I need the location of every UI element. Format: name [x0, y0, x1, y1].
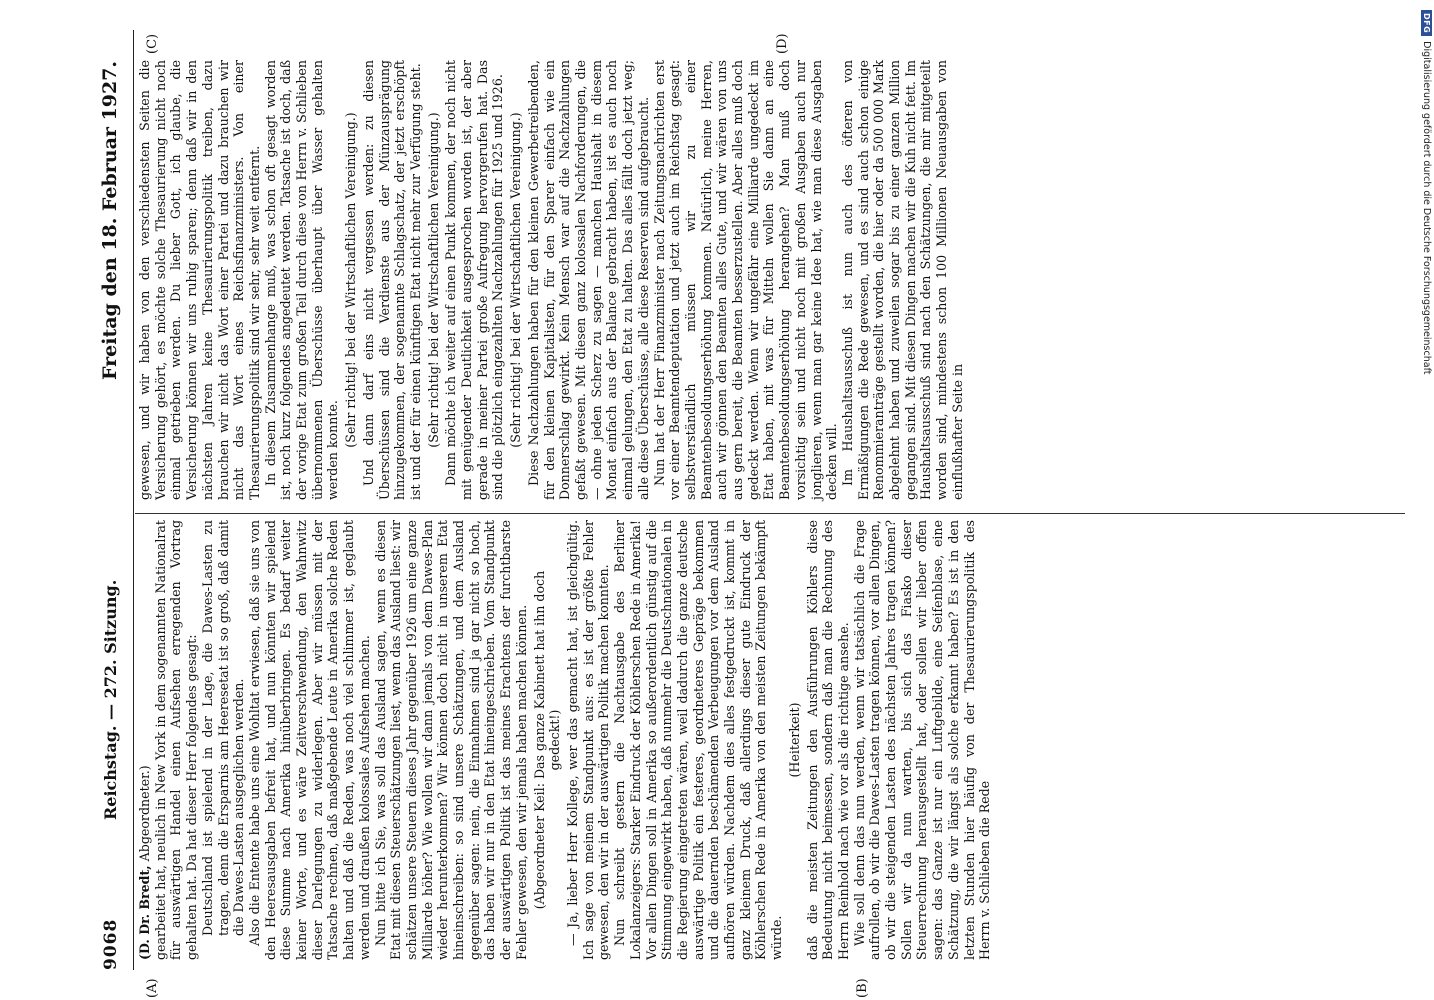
margin-mark-b: (B) [855, 978, 870, 998]
page-header [95, 30, 135, 970]
right-column [137, 60, 966, 500]
laughter-note: (Heiterkeit) [786, 702, 802, 778]
interjection: (Abgeordneter Keil: Das ganze Kabinett hat ihn doch gedeckt!) [531, 570, 563, 910]
dfg-logo: DFG [1421, 10, 1432, 36]
digitization-credit: Digitalisierung gefördert durch die Deutsche Forschungsgemeinschaft [1421, 41, 1432, 375]
paragraph: — Ja, lieber Herr Kollege, wer das gemacht hat, ist gleichgültig. Ich sage von meinem Standpunkt aus: es ist der größte Fehler gewesen, den wir in der auswärtigen Politik machen konnten. [564, 520, 612, 960]
paragraph: daß die meisten Zeitungen den Ausführungen Köhlers diese Bedeutung nicht beimessen, sondern daß man die Rechnung des Herrn Reinhold nach wie vor als die richtige ansehe. [804, 520, 851, 960]
paragraph: Nun hat der Herr Finanzminister nach Zeitungsnachrichten erst vor einer Beamtendeputation und jetzt auch im Reichstag gesagt: selbstverständlich müssen wir zu einer Beamtenbesoldungserhöhung kommen. Natürlich, meine Herren, auch wir gönnen den Beamten alles Gute, und wir wären von uns aus gern bereit, die Beamten besserzustellen. Aber alles muß doch gedeckt werden. Wenn wir ungefähr eine Milliarde ungedeckt im Etat haben, mit was für Mitteln wollen Sie dann an eine Beamtenbesoldungserhöhung herangehen? Man muß doch vorsichtig sein und nicht noch mit großen Ausgaben auch nur jonglieren, wenn man gar keine Idee hat, wie man diese Ausgaben decken will. [651, 60, 840, 500]
page-number: 9068 [101, 918, 121, 970]
paragraph: Diese Nachzahlungen haben für den kleinen Gewerbetreibenden, für den kleinen Kapitalisten, für den Sparer einfach wie ein Donnerschlag gewirkt. Kein Mensch war auf die Nachzahlungen gefaßt gewesen. Mit diesen ganz kolossalen Nachforderungen, die — ohne jeden Scherz zu sagen — manchen Haushalt in diesem Monat einfach aus der Balance gebracht haben, ist es auch noch einmal gelungen, den Etat zu halten. Das alles fällt doch jetzt weg; alle diese Überschüsse, alle diese Reserven sind aufgebraucht. [525, 60, 651, 500]
margin-mark-c: (C) [145, 33, 160, 54]
header-rule [133, 30, 134, 970]
quotation: Deutschland ist spielend in der Lage, die Dawes-Lasten zu tragen, denn die Ersparnis am Heeresetat ist so groß, daß damit die Dawes-Lasten ausgeglichen werden. [199, 520, 247, 936]
digitization-stamp [1421, 10, 1432, 374]
paragraph: Dann möchte ich weiter auf einen Punkt kommen, der noch nicht mit genügender Deutlichkeit ausgesprochen worden ist, der aber gerade in meiner Partei große Aufregung hervorgerufen hat. Das sind die plötzlich eingezahlten Nachzahlungen für 1925 und 1926. [443, 60, 506, 500]
paragraph: Wie soll denn das nun werden, wenn wir tatsächlich die Frage aufrollen, ob wir die Dawes-Lasten tragen können, vor allen Dingen, ob wir die steigenden Lasten des nächsten Jahres tragen können? Sollen wir da nun warten, bis sich das Fiasko dieser Steuerrechnung herausgestellt hat, oder sollen wir lieber offen sagen: das Ganze ist nur ein Luftgebilde, eine Seifenblase, eine Schätzung, die wir längst als solche erkannt haben? Es ist in den letzten Stunden hier häufig von der Thesaurierungspolitik des Herrn v. Schlieben die Rede [851, 520, 993, 960]
column-divider [135, 513, 1405, 514]
left-column [137, 520, 993, 960]
margin-mark-d: (D) [775, 33, 790, 54]
paragraph: Im Haushaltsausschuß ist nun auch des öfteren von Ermäßigungen die Rede gewesen, und es sind auch schon einige Renommieranträge gestellt worden, die hier oder da 500 000 Mark abgelehnt haben und zuweilen sogar bis zu einer ganzen Million gegangen sind. Mit diesen Dingen machen wir die Kuh nicht fett. Im Haushaltsausschuß sind nach den Schätzungen, die mir mitgeteilt worden sind, mindestens schon 100 Millionen Neuausgaben von einflußhafter Seite in [839, 60, 965, 500]
paragraph: In diesem Zusammenhange muß, was schon oft gesagt worden ist, noch kurz folgendes angedeutet werden. Tatsache ist doch, daß der vorige Etat zum großen Teil durch diese von Herrn v. Schlieben übernommenen Überschüsse überhaupt über Wasser gehalten werden konnte. [262, 60, 341, 500]
session-date: Freitag den 18. Februar 1927. [99, 60, 121, 380]
interjection: (Sehr richtig! bei der Wirtschaftlichen Vereinigung.) [508, 112, 524, 448]
paragraph: gearbeitet hat, neulich in New York in dem sogenannten Nationalrat für auswärtigen Handel einen Aufsehen erregenden Vortrag gehalten hat. Da hat dieser Herr folgendes gesagt: [152, 520, 200, 960]
paragraph: Nun schreibt gestern die Nachtausgabe des Berliner Lokalanzeigers: Starker Eindruck der Köhlerschen Rede in Amerika! Vor allen Dingen soll in Amerika so außerordentlich günstig auf die Stimmung eingewirkt haben, daß nunmehr die Deutschnationalen in die Regierung eingetreten wären, weil dadurch die ganze deutsche auswärtige Politik ein festeres, geordneteres Gepräge bekommen und die dauernden beschämenden Verbeugungen vor dem Ausland aufhören würden. Nachdem dies alles festgedruckt ist, kommt in ganz kleinem Druck, daß allerdings dieser gute Eindruck der Köhlerschen Rede in Amerika von den meisten Zeitungen bekämpft würde. [612, 520, 785, 960]
session-title: Reichstag. — 272. Sitzung. [101, 579, 120, 820]
paragraph: Also die Entente habe uns eine Wohltat erwiesen, daß sie uns von den Heeresausgaben befreit hat, und nun könnten wir spielend diese Summe nach Amerika hinüberbringen. Es bedarf weiter keiner Worte, und es wäre Zeitverschwendung, den Wahnwitz dieser Darlegungen zu widerlegen. Aber wir müssen mit der Tatsache rechnen, daß maßgebende Leute in Amerika solche Reden halten und daß die Reden, was noch viel schlimmer ist, geglaubt werden und draußen kolossales Aufsehen machen. [246, 520, 372, 960]
margin-mark-a: (A) [145, 978, 160, 998]
paragraph: Und dann darf eins nicht vergessen werden: zu diesen Überschüssen sind die Verdienste aus der Münzausprägung hinzugekommen, der sogenannte Schlagschatz, der jetzt erschöpft ist und der für einen künftigen Etat nicht mehr zur Verfügung steht. [360, 60, 423, 500]
rotated-page [95, 30, 1415, 998]
speaker-line: (D. Dr. Bredt, Abgeordneter.) [137, 765, 152, 960]
interjection: (Sehr richtig! bei der Wirtschaftlichen Vereinigung.) [343, 112, 359, 448]
interjection: (Sehr richtig! bei der Wirtschaftlichen Vereinigung.) [425, 112, 441, 448]
paragraph: Nun bitte ich Sie, was soll das Ausland sagen, wenn es diesen Etat mit diesen Steuerschätzungen liest, wenn das Ausland liest: wir schätzen unsere Steuern dieses Jahr gegenüber 1926 um eine ganze Milliarde höher? Wie wollen wir dann jemals von dem Dawes-Plan wieder herunterkommen? Wir können doch nicht in unserem Etat hineinschreiben: so sind unsere Schätzungen, und dem Ausland gegenüber sagen: nein, die Einnahmen sind ja gar nicht so hoch, das haben wir nur in den Etat hineingeschrieben. Vom Standpunkt der auswärtigen Politik ist das meines Erachtens der furchtbarste Fehler gewesen, den wir jemals haben machen können. [372, 520, 529, 960]
paragraph: gewesen, und wir haben von den verschiedensten Seiten die Versicherung gehört, es möchte solche Thesaurierung nicht noch einmal getrieben werden. Du lieber Gott, ich glaube, die Versicherung können wir uns ruhig sparen; denn daß wir in den nächsten Jahren keine Thesaurierungspolitik treiben, dazu brauchen wir nicht das Wort einer Partei und dazu brauchen wir nicht das Wort eines Reichsfinanzministers. Von einer Thesaurierungspolitik sind wir sehr, sehr weit entfernt. [137, 60, 262, 500]
